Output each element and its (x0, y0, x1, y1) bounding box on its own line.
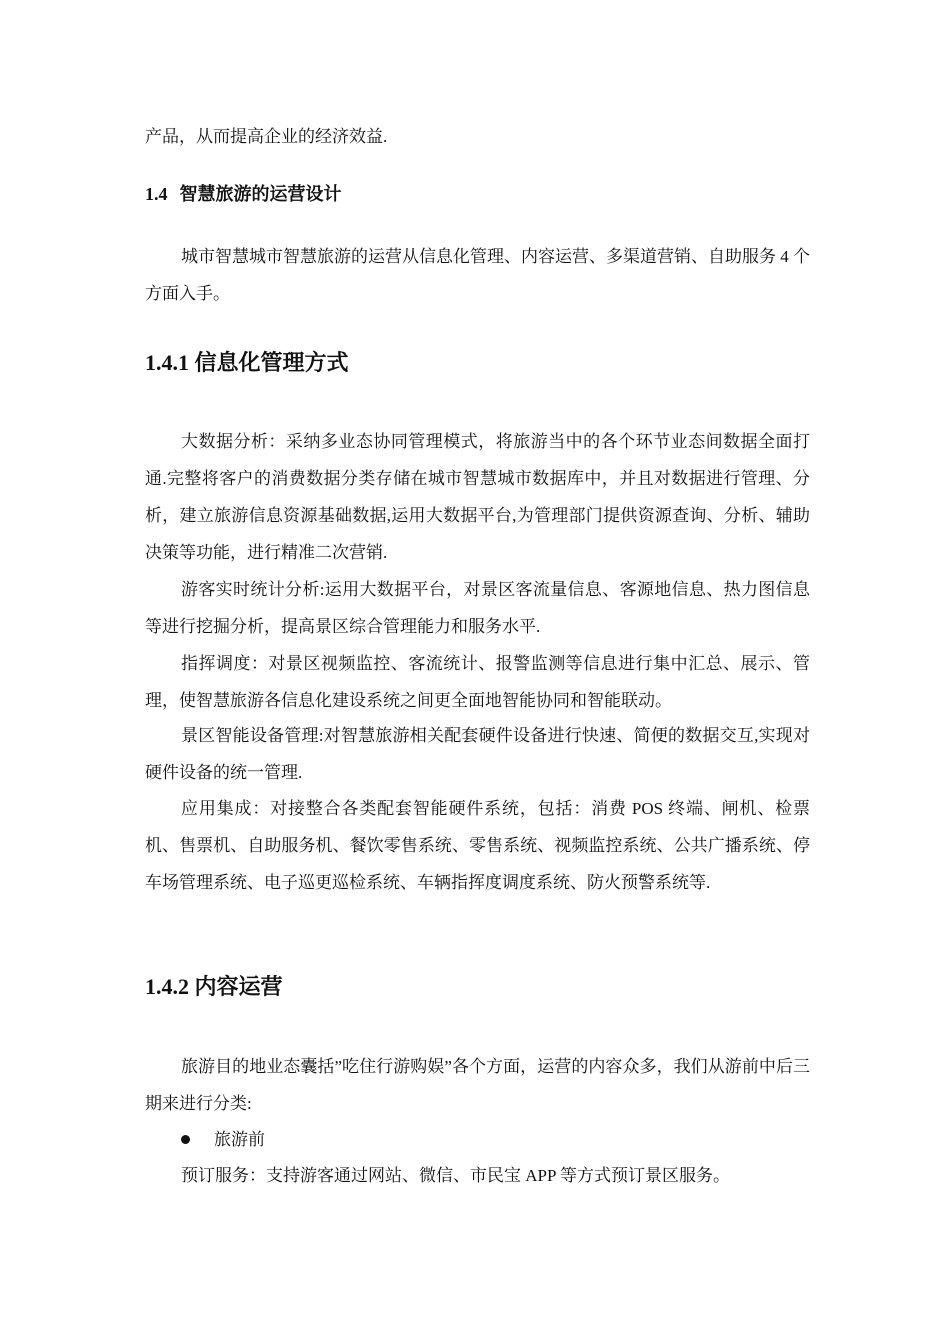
paragraph-visitor-stats: 游客实时统计分析:运用大数据平台，对景区客流量信息、客源地信息、热力图信息等进行挖掘分析，提高景区综合管理能力和服务水平. (145, 580, 810, 636)
paragraph-booking: 预订服务：支持游客通过网站、微信、市民宝 APP 等方式预订景区服务。 (181, 1166, 731, 1185)
paragraph-big-data: 大数据分析：采纳多业态协同管理模式，将旅游当中的各个环节业态间数据全面打通.完整将客户的消费数据分类存储在城市智慧城市数据库中，并且对数据进行管理、分析，建立旅游信息资源基础数据,运用大数据平台,为管理部门提供资源查询、分析、辅助决策等功能，进行精准二次营销. (145, 432, 810, 562)
paragraph-content-intro: 旅游目的地业态囊括”吃住行游购娱”各个方面，运营的内容众多，我们从游前中后三期来进行分类: (145, 1057, 810, 1113)
paragraph-app-integration: 应用集成：对接整合各类配套智能硬件系统，包括：消费 POS 终端、闸机、检票机、售票机、自助服务机、餐饮零售系统、零售系统、视频监控系统、公共广播系统、停车场管理系统、电子巡更巡检系统、车辆指挥度调度系统、防火预警系统等. (145, 799, 810, 892)
intro-paragraph: 产品，从而提高企业的经济效益. (145, 127, 388, 146)
paragraph-device-management: 景区智能设备管理:对智慧旅游相关配套硬件设备进行快速、简便的数据交互,实现对硬件设备的统一管理. (145, 726, 810, 782)
list-item (181, 1121, 265, 1158)
section-heading-1-4 (145, 180, 342, 206)
section-heading-1-4-1: 1.4.1 信息化管理方式 (145, 350, 349, 375)
bullet-icon (181, 1135, 190, 1144)
section-1-4-body: 城市智慧城市智慧旅游的运营从信息化管理、内容运营、多渠道营销、自助服务 4 个方面入手。 (145, 247, 810, 303)
section-heading-1-4-2: 1.4.2 内容运营 (145, 974, 283, 999)
paragraph-dispatch: 指挥调度：对景区视频监控、客流统计、报警监测等信息进行集中汇总、展示、管理，使智慧旅游各信息化建设系统之间更全面地智能协同和智能联动。 (145, 654, 810, 710)
section-number: 1.4 (145, 184, 168, 204)
section-title: 智慧旅游的运营设计 (179, 184, 342, 204)
list-item-label: 旅游前 (214, 1130, 265, 1149)
